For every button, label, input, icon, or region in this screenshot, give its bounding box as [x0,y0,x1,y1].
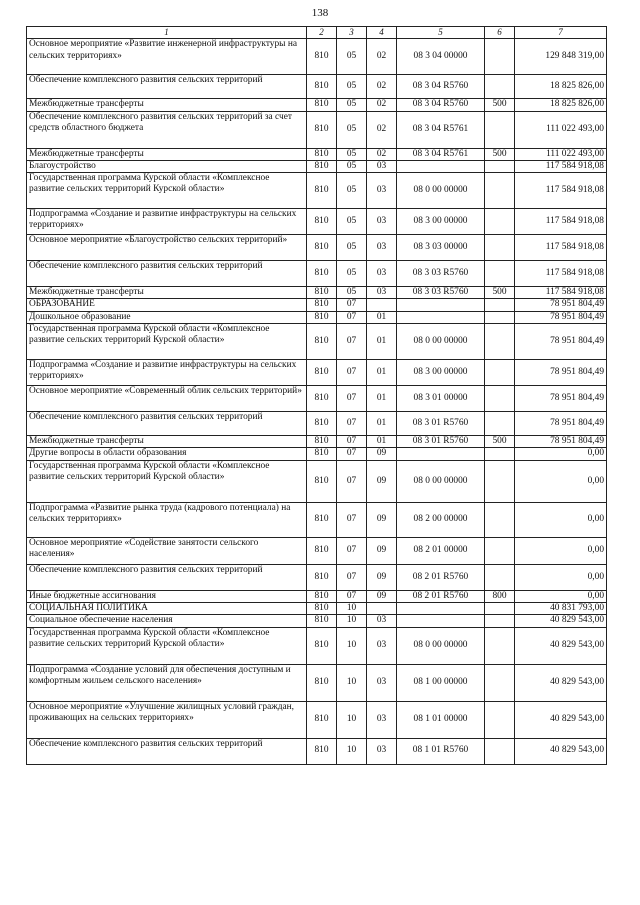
budget-table [26,26,607,765]
row-admin-code-cell: 810 [307,738,337,764]
row-subsection-cell: 03 [367,738,397,764]
row-subsection-cell: 09 [367,502,397,537]
row-subsection-cell: 09 [367,564,397,590]
row-section-cell: 07 [337,502,367,537]
row-expense-type-cell [485,537,515,564]
row-expense-type-cell: 500 [485,436,515,448]
row-subsection-cell: 03 [367,160,397,172]
row-target-article-cell: 08 3 03 00000 [397,235,485,261]
row-section-cell: 07 [337,460,367,502]
row-target-article-cell: 08 2 01 R5760 [397,564,485,590]
row-target-article-cell: 08 3 00 00000 [397,360,485,386]
row-target-article-cell: 08 3 01 R5760 [397,412,485,436]
row-admin-code-cell: 810 [307,311,337,323]
row-expense-type-cell [485,448,515,460]
row-expense-type-cell [485,412,515,436]
row-subsection-cell: 02 [367,148,397,160]
row-amount-cell: 78 951 804,49 [515,324,607,360]
row-name-cell: Государственная программа Курской области «Комплексное развитие сельских территорий Курской области» [27,627,307,664]
row-section-cell: 10 [337,615,367,627]
table-header-row [27,27,607,39]
row-section-cell: 05 [337,261,367,287]
row-name-cell: Социальное обеспечение населения [27,615,307,627]
row-subsection-cell: 03 [367,615,397,627]
row-expense-type-cell [485,299,515,311]
row-expense-type-cell: 800 [485,590,515,602]
row-target-article-cell [397,311,485,323]
table-row [27,602,607,614]
row-amount-cell: 117 584 918,08 [515,173,607,209]
row-target-article-cell [397,602,485,614]
row-section-cell: 07 [337,386,367,412]
row-section-cell: 07 [337,311,367,323]
table-row [27,235,607,261]
page-number: 138 [311,7,329,19]
row-section-cell: 07 [337,299,367,311]
table-row [27,590,607,602]
row-target-article-cell: 08 1 01 R5760 [397,738,485,764]
row-subsection-cell: 09 [367,460,397,502]
row-name-cell: Основное мероприятие «Благоустройство сельских территорий» [27,235,307,261]
row-section-cell: 05 [337,209,367,235]
row-subsection-cell: 03 [367,701,397,738]
row-expense-type-cell: 500 [485,148,515,160]
row-section-cell: 05 [337,75,367,99]
row-admin-code-cell: 810 [307,111,337,148]
row-amount-cell: 0,00 [515,590,607,602]
row-expense-type-cell [485,627,515,664]
row-amount-cell: 129 848 319,00 [515,39,607,75]
table-row [27,448,607,460]
row-name-cell: Основное мероприятие «Улучшение жилищных условий граждан, проживающих на сельских территориях» [27,701,307,738]
row-target-article-cell: 08 2 01 00000 [397,537,485,564]
row-expense-type-cell [485,160,515,172]
row-admin-code-cell: 810 [307,627,337,664]
row-expense-type-cell: 500 [485,99,515,111]
row-amount-cell: 18 825 826,00 [515,99,607,111]
row-section-cell: 05 [337,235,367,261]
row-name-cell: Межбюджетные трансферты [27,287,307,299]
row-expense-type-cell [485,664,515,701]
row-amount-cell: 40 829 543,00 [515,701,607,738]
row-target-article-cell: 08 1 01 00000 [397,701,485,738]
row-admin-code-cell: 810 [307,615,337,627]
row-amount-cell: 0,00 [515,564,607,590]
table-row [27,386,607,412]
row-section-cell: 10 [337,664,367,701]
row-name-cell: СОЦИАЛЬНАЯ ПОЛИТИКА [27,602,307,614]
row-name-cell: Государственная программа Курской области «Комплексное развитие сельских территорий Курской области» [27,173,307,209]
table-row [27,701,607,738]
row-admin-code-cell: 810 [307,173,337,209]
row-amount-cell: 111 022 493,00 [515,148,607,160]
row-section-cell: 05 [337,287,367,299]
row-section-cell: 05 [337,148,367,160]
row-admin-code-cell: 810 [307,235,337,261]
row-expense-type-cell [485,460,515,502]
row-admin-code-cell: 810 [307,299,337,311]
row-admin-code-cell: 810 [307,564,337,590]
table-row [27,360,607,386]
row-subsection-cell: 02 [367,75,397,99]
table-row [27,502,607,537]
table-row [27,148,607,160]
table-row [27,111,607,148]
row-expense-type-cell [485,564,515,590]
row-target-article-cell: 08 1 00 00000 [397,664,485,701]
column-header: 4 [367,27,397,39]
row-amount-cell: 0,00 [515,448,607,460]
row-amount-cell: 40 831 793,00 [515,602,607,614]
table-row [27,664,607,701]
row-target-article-cell [397,615,485,627]
table-row [27,209,607,235]
row-section-cell: 07 [337,537,367,564]
row-name-cell: Другие вопросы в области образования [27,448,307,460]
row-amount-cell: 0,00 [515,460,607,502]
row-amount-cell: 18 825 826,00 [515,75,607,99]
row-subsection-cell: 02 [367,111,397,148]
row-admin-code-cell: 810 [307,590,337,602]
row-target-article-cell: 08 3 03 R5760 [397,287,485,299]
table-body [27,39,607,764]
table-row [27,39,607,75]
row-section-cell: 05 [337,111,367,148]
row-section-cell: 07 [337,448,367,460]
row-name-cell: Обеспечение комплексного развития сельских территорий [27,412,307,436]
row-target-article-cell: 08 3 04 R5760 [397,75,485,99]
row-section-cell: 10 [337,627,367,664]
row-expense-type-cell: 500 [485,287,515,299]
row-expense-type-cell [485,235,515,261]
row-expense-type-cell [485,386,515,412]
row-section-cell: 05 [337,173,367,209]
row-target-article-cell: 08 3 01 R5760 [397,436,485,448]
table-row [27,311,607,323]
row-target-article-cell: 08 3 03 R5760 [397,261,485,287]
row-expense-type-cell [485,311,515,323]
row-target-article-cell [397,160,485,172]
row-amount-cell: 78 951 804,49 [515,360,607,386]
row-subsection-cell: 03 [367,235,397,261]
table-row [27,160,607,172]
column-header: 6 [485,27,515,39]
row-name-cell: Основное мероприятие «Современный облик сельских территорий» [27,386,307,412]
table-row [27,324,607,360]
row-amount-cell: 40 829 543,00 [515,738,607,764]
table-row [27,287,607,299]
row-section-cell: 07 [337,324,367,360]
row-subsection-cell: 01 [367,436,397,448]
row-target-article-cell: 08 0 00 00000 [397,627,485,664]
row-expense-type-cell [485,111,515,148]
row-name-cell: Межбюджетные трансферты [27,436,307,448]
row-admin-code-cell: 810 [307,39,337,75]
table-row [27,460,607,502]
row-section-cell: 05 [337,39,367,75]
row-amount-cell: 0,00 [515,537,607,564]
row-subsection-cell: 09 [367,448,397,460]
row-amount-cell: 117 584 918,08 [515,287,607,299]
row-target-article-cell: 08 3 00 00000 [397,209,485,235]
row-subsection-cell: 03 [367,664,397,701]
row-admin-code-cell: 810 [307,502,337,537]
row-section-cell: 07 [337,360,367,386]
row-admin-code-cell: 810 [307,99,337,111]
row-subsection-cell [367,602,397,614]
row-target-article-cell: 08 2 00 00000 [397,502,485,537]
row-expense-type-cell [485,360,515,386]
row-target-article-cell: 08 0 00 00000 [397,324,485,360]
row-section-cell: 10 [337,602,367,614]
row-name-cell: Государственная программа Курской области «Комплексное развитие сельских территорий Курской области» [27,324,307,360]
row-target-article-cell [397,448,485,460]
row-amount-cell: 40 829 543,00 [515,627,607,664]
row-name-cell: Обеспечение комплексного развития сельских территорий [27,75,307,99]
row-expense-type-cell [485,324,515,360]
row-expense-type-cell [485,39,515,75]
row-subsection-cell: 02 [367,39,397,75]
row-amount-cell: 78 951 804,49 [515,311,607,323]
row-expense-type-cell [485,615,515,627]
row-name-cell: Основное мероприятие «Развитие инженерной инфраструктуры на сельских территориях» [27,39,307,75]
row-amount-cell: 78 951 804,49 [515,386,607,412]
table-row [27,615,607,627]
row-admin-code-cell: 810 [307,436,337,448]
row-amount-cell: 111 022 493,00 [515,111,607,148]
row-expense-type-cell [485,75,515,99]
row-subsection-cell: 03 [367,173,397,209]
row-name-cell: Благоустройство [27,160,307,172]
row-expense-type-cell [485,602,515,614]
row-subsection-cell: 01 [367,360,397,386]
table-row [27,299,607,311]
row-expense-type-cell [485,701,515,738]
row-name-cell: Обеспечение комплексного развития сельских территорий [27,564,307,590]
row-amount-cell: 117 584 918,08 [515,160,607,172]
table-row [27,412,607,436]
table-row [27,75,607,99]
row-amount-cell: 40 829 543,00 [515,664,607,701]
row-admin-code-cell: 810 [307,602,337,614]
row-amount-cell: 78 951 804,49 [515,436,607,448]
row-admin-code-cell: 810 [307,701,337,738]
table-row [27,738,607,764]
table-row [27,99,607,111]
row-amount-cell: 0,00 [515,502,607,537]
column-header: 1 [27,27,307,39]
row-expense-type-cell [485,738,515,764]
row-subsection-cell: 09 [367,590,397,602]
row-subsection-cell: 02 [367,99,397,111]
row-section-cell: 10 [337,701,367,738]
row-expense-type-cell [485,261,515,287]
row-section-cell: 10 [337,738,367,764]
row-admin-code-cell: 810 [307,412,337,436]
column-header: 3 [337,27,367,39]
column-header: 2 [307,27,337,39]
row-admin-code-cell: 810 [307,448,337,460]
row-admin-code-cell: 810 [307,324,337,360]
row-name-cell: Государственная программа Курской области «Комплексное развитие сельских территорий Курской области» [27,460,307,502]
table-row [27,261,607,287]
row-amount-cell: 78 951 804,49 [515,299,607,311]
row-name-cell: Подпрограмма «Создание и развитие инфраструктуры на сельских территориях» [27,209,307,235]
row-admin-code-cell: 810 [307,209,337,235]
row-subsection-cell [367,299,397,311]
row-admin-code-cell: 810 [307,664,337,701]
table-row [27,564,607,590]
row-expense-type-cell [485,502,515,537]
row-target-article-cell [397,299,485,311]
row-amount-cell: 117 584 918,08 [515,235,607,261]
row-name-cell: Межбюджетные трансферты [27,99,307,111]
row-subsection-cell: 03 [367,287,397,299]
row-admin-code-cell: 810 [307,360,337,386]
column-header: 5 [397,27,485,39]
row-section-cell: 05 [337,160,367,172]
row-subsection-cell: 03 [367,261,397,287]
row-amount-cell: 117 584 918,08 [515,209,607,235]
row-section-cell: 05 [337,99,367,111]
row-admin-code-cell: 810 [307,287,337,299]
row-name-cell: Подпрограмма «Развитие рынка труда (кадрового потенциала) на сельских территориях» [27,502,307,537]
row-name-cell: Иные бюджетные ассигнования [27,590,307,602]
row-admin-code-cell: 810 [307,148,337,160]
row-name-cell: Подпрограмма «Создание условий для обеспечения доступным и комфортным жильем сельского населения» [27,664,307,701]
row-name-cell: Подпрограмма «Создание и развитие инфраструктуры на сельских территориях» [27,360,307,386]
row-name-cell: Обеспечение комплексного развития сельских территорий [27,738,307,764]
row-admin-code-cell: 810 [307,160,337,172]
row-admin-code-cell: 810 [307,460,337,502]
row-admin-code-cell: 810 [307,261,337,287]
row-name-cell: Обеспечение комплексного развития сельских территорий за счет средств областного бюджета [27,111,307,148]
row-amount-cell: 78 951 804,49 [515,412,607,436]
row-name-cell: ОБРАЗОВАНИЕ [27,299,307,311]
row-target-article-cell: 08 3 04 R5761 [397,111,485,148]
row-name-cell: Дошкольное образование [27,311,307,323]
row-subsection-cell: 01 [367,324,397,360]
row-amount-cell: 117 584 918,08 [515,261,607,287]
row-section-cell: 07 [337,412,367,436]
row-target-article-cell: 08 3 01 00000 [397,386,485,412]
table-row [27,537,607,564]
row-section-cell: 07 [337,436,367,448]
row-name-cell: Основное мероприятие «Содействие занятости сельского населения» [27,537,307,564]
row-admin-code-cell: 810 [307,386,337,412]
row-subsection-cell: 01 [367,386,397,412]
row-section-cell: 07 [337,590,367,602]
row-subsection-cell: 03 [367,209,397,235]
row-target-article-cell: 08 3 04 R5760 [397,99,485,111]
row-target-article-cell: 08 0 00 00000 [397,460,485,502]
column-header: 7 [515,27,607,39]
row-target-article-cell: 08 3 04 00000 [397,39,485,75]
row-subsection-cell: 03 [367,627,397,664]
table-row [27,173,607,209]
row-expense-type-cell [485,173,515,209]
row-target-article-cell: 08 0 00 00000 [397,173,485,209]
row-subsection-cell: 09 [367,537,397,564]
row-subsection-cell: 01 [367,412,397,436]
table-row [27,436,607,448]
table-row [27,627,607,664]
row-name-cell: Обеспечение комплексного развития сельских территорий [27,261,307,287]
row-subsection-cell: 01 [367,311,397,323]
row-section-cell: 07 [337,564,367,590]
row-amount-cell: 40 829 543,00 [515,615,607,627]
row-expense-type-cell [485,209,515,235]
row-target-article-cell: 08 2 01 R5760 [397,590,485,602]
row-name-cell: Межбюджетные трансферты [27,148,307,160]
row-target-article-cell: 08 3 04 R5761 [397,148,485,160]
row-admin-code-cell: 810 [307,75,337,99]
row-admin-code-cell: 810 [307,537,337,564]
